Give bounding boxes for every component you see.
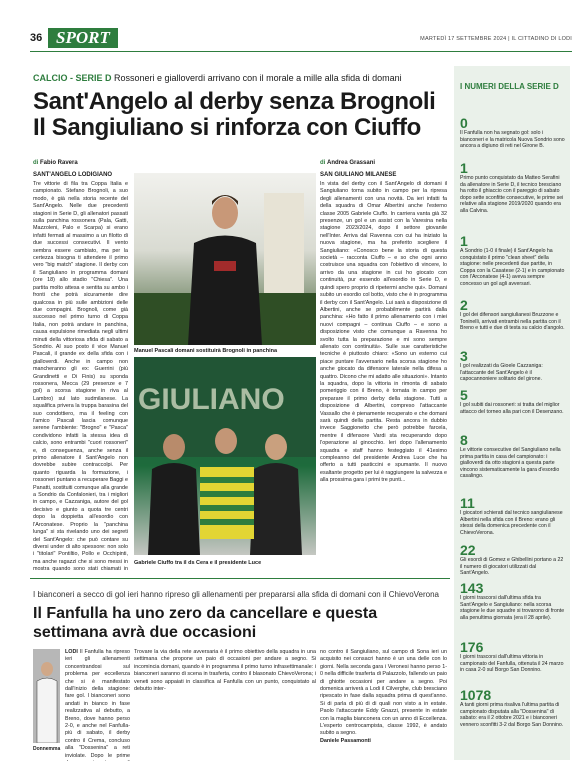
- sidebar-item: [460, 388, 566, 415]
- sidebar-item: [460, 433, 566, 480]
- byline-marker: di: [33, 160, 40, 166]
- jersey-stripe-1: [200, 477, 254, 483]
- sidebar-item: [460, 298, 566, 332]
- col-c-byline: Daniele Passamonti: [320, 737, 371, 744]
- photo-caption-ciuffo: Gabriele Ciuffo tra il ds Cera e il presidente Luce: [134, 560, 262, 566]
- byline-left: [33, 160, 78, 166]
- kicker-label: CALCIO - SERIE D: [33, 73, 112, 83]
- sidebar-item-number: 5: [460, 387, 468, 403]
- photo-ciuffo-drawing: [134, 357, 316, 555]
- jersey-stripe-3: [200, 505, 254, 511]
- player-head: [41, 662, 53, 676]
- sidebar-item-number: 176: [460, 639, 484, 655]
- shirt-logo: [214, 261, 236, 271]
- person-head: [212, 197, 238, 229]
- page-header: [30, 28, 572, 52]
- sidebar-item-number: 0: [460, 115, 468, 131]
- sidebar-item-text: Primo punto conquistato da Matteo Serafini da allenatore in Serie D, il tecnico bresciano ha rotto il ghiaccio con il pareggio di sabato dopo sette sconfitte consecutive, le prime sei relative alla stagione 2019/2020 quando era alla Calvina.: [460, 175, 564, 214]
- jersey-stripe-4: [200, 519, 254, 525]
- left-man-head: [163, 434, 185, 460]
- sidebar-item: [460, 640, 566, 674]
- sidebar-item-text: I gol dei difensori sangiulianesi Bruzzone e Toninelli, arrivati entrambi nella partita con il Breno e tutti e due di testa su calcio d'angolo.: [460, 312, 565, 332]
- col-a-text: Il Fanfulla ha ripreso ieri gli allenamenti concentrandosi sul problema per eccellenza che si è manifestato dall'inizio della stagione: fare gol. I bianconeri sono andati in bianco in fase realizzativa al debutto, a Breno, dove hanno perso 2-0, e anche nel Fanfulla-più di sabato, il derby contro il Crema, concluso alla "Dossenina" a reti inviolate. Dopo le prime: [65, 649, 130, 759]
- sidebar-item-number: 1: [460, 233, 468, 249]
- article-kicker: [33, 73, 402, 83]
- second-article-col-b: Trovare la via della rete avversaria è il primo obiettivo della squadra in una settimana che propone un paio di occasioni per andare a segno. Si incomincia domani, quando è in programma il primo turno infrasettimanale: i bianconeri saranno di scena in trasferta, contro il blasonato ChievoVerona; i veneti sono appaiati in classifica al Fanfulla con un punto, conquistato al debutto inter-: [134, 649, 316, 693]
- banner-lettering: GIULIANO: [138, 383, 285, 416]
- second-headline: Il Fanfulla ha uno zero da cancellare e questa settimana avrà due occasioni: [33, 605, 378, 641]
- col-a-dateline: LODI: [65, 649, 78, 655]
- sidebar-item: [460, 496, 566, 536]
- sidebar-item-number: 3: [460, 348, 468, 364]
- sidebar-item-text: A Sondrio (1-0 il finale) il Sant'Angelo ha conquistato il primo "clean sheet" della stagione: nelle precedenti due partite, in Coppa con la Casatese (2-1) e in campionato con l'Arconatese (4-1) aveva sempre concesso un gol agli avversari.: [460, 248, 565, 287]
- photo-caption-pascali: Manuel Pascali domani sostituirà Brognoli in panchina: [134, 348, 278, 354]
- sidebar-item-text: I gol subiti dai rossoneri: si tratta del miglior attacco del torneo alla pari con il Desenzano.: [460, 402, 564, 415]
- byline-right-name: Andrea Grassani: [327, 160, 376, 166]
- byline-right: [320, 160, 375, 166]
- sidebar-item-number: 11: [460, 495, 475, 511]
- sidebar-item-number: 2: [460, 297, 468, 313]
- sidebar-item: [460, 234, 566, 288]
- sidebar-title: I NUMERI DELLA SERIE D: [460, 82, 559, 91]
- sidebar-item: [460, 543, 566, 577]
- sidebar-item-text: Il Fanfulla non ha segnato gol: solo i bianconeri e la matricola Nuova Sondrio sono ancora a digiuno di reti nel Girone B.: [460, 130, 565, 150]
- second-article-kicker: I bianconeri a secco di gol ieri hanno ripreso gli allenamenti per prepararsi alla sfida di domani con il ChievoVerona: [33, 590, 440, 599]
- subhead-left: SANT'ANGELO LODIGIANO: [33, 172, 113, 178]
- sidebar-item: [460, 581, 566, 621]
- sidebar-item-number: 1078: [460, 687, 492, 703]
- numbers-sidebar: [454, 66, 570, 760]
- right-man-body: [250, 463, 302, 555]
- main-headline: Sant'Angelo al derby senza Brognoli Il Sangiuliano si rinforza con Ciuffo: [33, 88, 436, 141]
- sidebar-item-number: 22: [460, 542, 476, 558]
- article-column-right: In vista del derby con il Sant'Angelo di domani il Sangiuliano torna subito in campo per la ripresa degli allenamenti con una novità. Da ieri infatti fa della squadra di Omar Albertini anche l'esterno classe 2005 Gabriele Ciuffo. In carriera vanta già 32 presenze, un gol e un assist con la Varesina nella stagione 2023/2024, dopo il settore giovanile nell'Inter. Arriva dal Ravenna con cui ha iniziato la nuova stagione, ma ha preferito scegliere il Sangiuliano: «Conosco bene la storia di questa società – racconta Ciuffo – e so che ogni anno costruisce una squadra con l'obiettivo di vincere, lo arrivo da una stagione in cui ho giocato con continuità, pur essendo all'esordio in Serie D, e quindi spero proprio di ripetermi anche qui». Domani subito un esordio col botto, visto che è in programma il derby con il Sant'Angelo. Lui sarà a disposizione di Albertini, anche se probabilmente partirà dalla panchina: «Ho fatto il primo allenamento con i miei nuovi compagni – continua Ciuffo – e sono a disposizione visto che comunque a Ravenna ho svolto tutta la preparazione e mi sono sempre allenato con continuità». Sulle sue caratteristiche tecniche è piuttosto chiaro: «Sono un esterno cui piace puntare l'avversario nella scorsa stagione ho anche giocato da difensore laterale nella difesa a quattro. Dicono che mi adatto alle situazioni». Intanto la squadra, dopo la vittoria in rimonta di sabato pomeriggio con il Breno, è tornata in campo per preparare il primo derby della stagione. Tutti a disposizione di Albertini, compreso l'attaccante Vassallo che è pienamente recuperato e che domani sarà quindi della partita. Resta ancora in dubbio invece Saggionetto che però potrebbe farcela, mentre il difensore Vardi sta recuperando dopo l'operazione al ginocchio. Ieri dopo l'allenamento squadra e staff hanno festeggiato il 41esimo compleanno del presidente Andrea Luce che ha offerto a tutti pasticcini e spumante. Il nuovo esaltante progetto per lui è raggiungere la salvezza e alla prossima gara i primi tre punti...: [320, 181, 447, 484]
- header-dateline: MARTEDÌ 17 SETTEMBRE 2024 | IL CITTADINO DI LODI: [420, 36, 572, 42]
- article-column-left: Tre vittorie di fila tra Coppa Italia e campionato. Stefano Brognoli, a suo modo, è già nella storia recente del Sant'Angelo. Nelle due precedenti stagioni in Serie D, gli allenatori passati sulla panchina rossonera (Pala, Gatti, Mazzoleni, Palo e Scarpa) si erano infatti fermati al massimo a un filotto di due successi consecutivi. Il vento sembra essere cambiato, ma per la certezza bisogna ti attendere il primo vero "big match" stagione. Il derby con il Sangiuliano in programma domani (ore 18) allo stadio "Chiesa". Una partita molto attesa e sentita su ambo i fronti che potrà sicuramente dire qualcosa in più sulle ambizioni delle due compagini. Brognoli, come già successo nel primo turno di Coppa Italia, non potrà andare in panchina, causa espulsione rimediata negli ultimi minuti della vittoriosa sfida di sabato a Sondrio. Al suo posto il vice Manuel Pascali, il grande ex della sfida con i gialloverdi. Anche in campo non mancheranno gli ex: Guerrini (più Grandinetti e Di Finis) su sponda rossonera, Mecca (29 presenze e 7 gol) a scorsa stagione in riva al Lambro) sul lato sudmilanese. La squalifica privera la truppa barasina del suo condottiero, ma il feeling con l'amico Pascali lascia comunque serene l'ambiente: "Brogno" e "Pasca" condividono infatti la stessa idea di calcio, sono entrambi "cuori rossoneri" e, di conseguenza, anche senza il primo allenatore il Sant'Angelo non dovrebbe subire contraccolpi. Per quanto riguarda la formazione, i rossoneri puntano a recuperare Baggi e Panatti, sostituiti comunque alla grande a Sondrio da Confalonieri, tra i migliori in campo, e Cazzaniga, autore del gol decisivo e giunto a quota tre centri dopo la doppietta all'esordio con l'Arconatese. Proprio la "panchina lunga" si sta rivelando uno dei segreti del Sant'Angelo: che può contare su diversi under di alto spessore: non solo i "titolari" Pontiltio, Pollo e Occhipinti, ma anche ragazzi che si sono messi in mostra quando sono stati chiamati in: [33, 181, 128, 571]
- photo-pascali: [134, 173, 316, 345]
- sidebar-item: [460, 116, 566, 150]
- sidebar-item: [460, 161, 566, 215]
- sidebar-item-text: Gli esordi di Gomez e Ghibellini portano a 22 il numero di giocatori utilizzati dal Sant'Angelo.: [460, 557, 564, 577]
- sidebar-item-number: 1: [460, 160, 468, 176]
- sidebar-item-number: 143: [460, 580, 484, 596]
- right-man-head: [265, 434, 287, 460]
- sidebar-item: [460, 349, 566, 383]
- left-man-body: [148, 463, 200, 555]
- second-article-col-c: [320, 649, 447, 761]
- article-divider: [30, 578, 450, 579]
- sidebar-item: [460, 688, 566, 728]
- sidebar-item-text: A tanti giorni prima risaliva l'ultima partita di campionato disputata alla "Dossenina" di sabato: era il 2 ottobre 2021 e i bianconeri vennero sconfitti 3-2 dal Borgo San Donnino.: [460, 702, 564, 728]
- photo-pascali-drawing: [134, 173, 316, 345]
- sidebar-item-text: I giocatori schierati dal tecnico sangiulianese Albertini nella sfida con il Breno: erano gli stessi della domenica precedente con il ChievoVerona.: [460, 510, 563, 536]
- page-number: 36: [30, 32, 43, 44]
- sidebar-item-text: Le vittorie consecutive del Sangiuliano nella prima partita in casa del campionato: i gialloverdi da otto stagioni a questa parte vincono sistematicamente la gara d'esordio casalingo.: [460, 447, 561, 480]
- sidebar-item-number: 8: [460, 432, 468, 448]
- col-c-text: no contro il Sangiuliano, sul campo di Sona ieri un acquisito nei consacri hanno è un una delle con lo giorni. Nella seconda gara i Veronesi hanno perso 1-0 nella difficile trasferta di Palazzolo, fallendo un paio di ghiotte occasioni per andare a segno. Poi domenica arriverà a Lodi il Cilverghe, club bresciano ripescato in fase dalla squadra prima di quest'anno. Si di parla di più di di quali non visto a in estate. Paolo l'attaccante Eddy Gnazzi, presente in estate con la maglia bianconera con un anno di Eccellenza. L'esperto centrocampista, classe 1992, è andato subito a segno.: [320, 649, 447, 737]
- sidebar-item-text: I gol realizzati da Gioele Cazzaniga: l'attaccante del Sant'Angelo è il capocannoniere solitario del girone.: [460, 363, 543, 383]
- sidebar-item-text: I giorni trascorsi dall'ultima sfida tra Sant'Angelo e Sangiuliano: nella scorsa stagione le due squadre si trovarono di fronte alla penultima giornata (era il 28 aprile).: [460, 595, 565, 621]
- jersey-stripe-2: [200, 491, 254, 497]
- person-shirt: [188, 236, 262, 346]
- subhead-right: SAN GIULIANO MILANESE: [320, 172, 397, 178]
- section-label: SPORT: [48, 28, 118, 48]
- photo-donnemma: [33, 649, 60, 743]
- byline-marker: di: [320, 160, 327, 166]
- byline-left-name: Fabio Ravera: [40, 160, 78, 166]
- center-man-head: [215, 428, 237, 454]
- player-jersey: [37, 678, 57, 743]
- second-article-col-a: [65, 649, 130, 761]
- photo-donnemma-drawing: [33, 649, 60, 743]
- photo-ciuffo: [134, 357, 316, 555]
- sidebar-item-text: I giorni trascorsi dall'ultima vittoria in campionato del Fanfulla, ottenuta il 24 marzo in casa 2-0 sul Borgo San Donnino.: [460, 654, 564, 674]
- kicker-text: Rossoneri e gialloverdi arrivano con il morale a mille alla sfida di domani: [111, 73, 402, 83]
- photo-caption-donnemma: Donnemma: [33, 746, 61, 752]
